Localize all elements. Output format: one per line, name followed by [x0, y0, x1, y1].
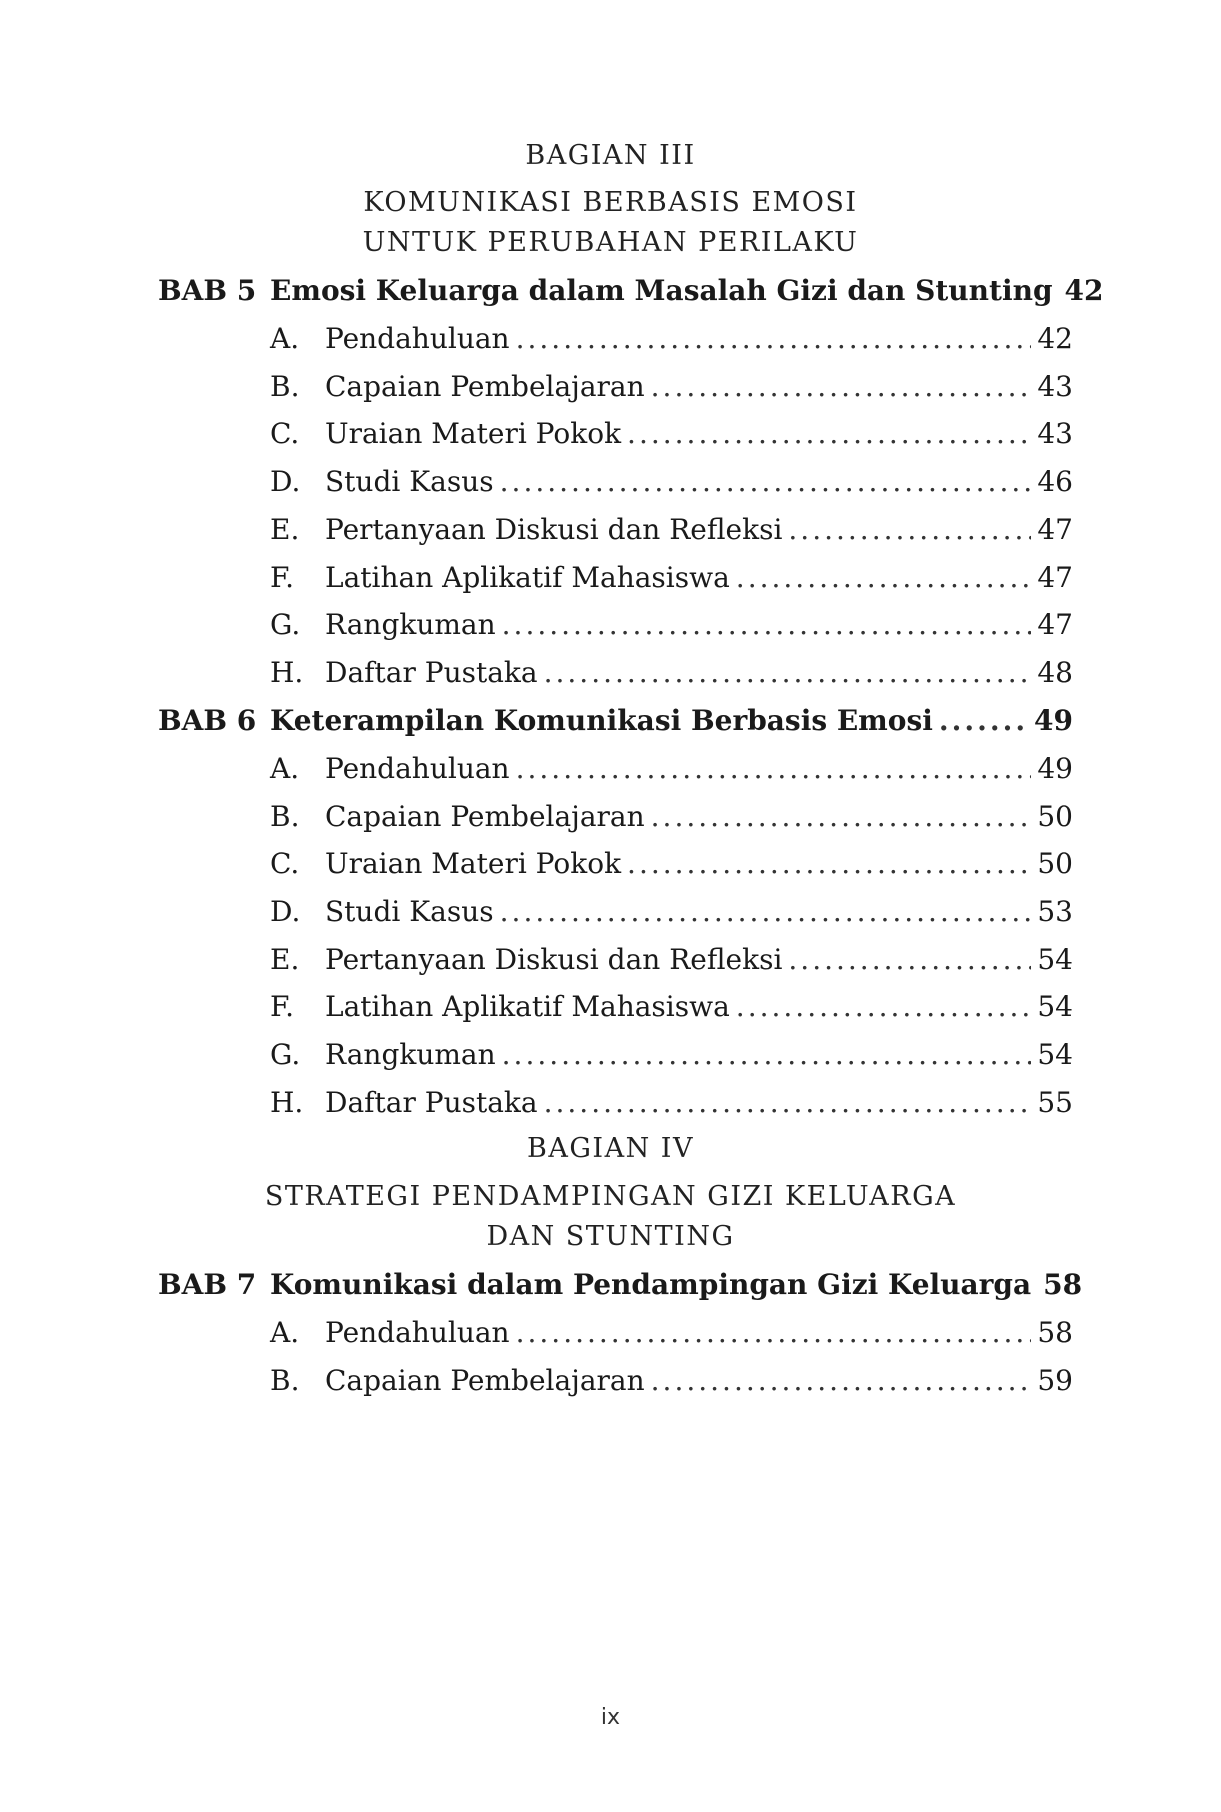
page-number: 49	[1034, 704, 1073, 737]
toc-section[interactable]	[0, 797, 1221, 837]
dot-leader	[627, 844, 1031, 884]
page-number: 58	[1043, 1268, 1083, 1301]
section-title: Latihan Aplikatif Mahasiswa	[325, 990, 730, 1023]
page-number: 47	[1037, 561, 1073, 594]
chapter-entry	[270, 701, 1073, 741]
dot-leader	[502, 605, 1032, 645]
dot-leader	[544, 1083, 1032, 1123]
toc-section[interactable]	[0, 510, 1221, 550]
toc-section[interactable]	[0, 1035, 1221, 1075]
part-4-label: BAGIAN IV	[527, 1133, 694, 1164]
section-letter: E.	[270, 513, 300, 546]
chapter-entry	[270, 1265, 1083, 1305]
section-title: Pendahuluan	[325, 1316, 510, 1349]
section-entry	[325, 892, 1073, 932]
page-number: 58	[1037, 1316, 1073, 1349]
toc-section[interactable]	[0, 558, 1221, 598]
section-letter: B.	[270, 800, 300, 833]
chapter-number: BAB 7	[158, 1268, 257, 1301]
page-number: 48	[1037, 656, 1073, 689]
toc-section[interactable]	[0, 1083, 1221, 1123]
page-number: 54	[1037, 990, 1073, 1023]
toc-section[interactable]	[0, 1313, 1221, 1353]
dot-leader	[651, 797, 1032, 837]
page-number: 59	[1037, 1364, 1073, 1397]
dot-leader	[939, 701, 1028, 741]
section-entry	[325, 797, 1073, 837]
dot-leader	[500, 462, 1032, 502]
chapter-number: BAB 6	[158, 704, 257, 737]
page-folio: ix	[600, 1705, 621, 1730]
section-entry	[325, 462, 1073, 502]
page-number: 55	[1037, 1086, 1073, 1119]
toc-section[interactable]	[0, 367, 1221, 407]
page-number: 42	[1064, 274, 1104, 307]
chapter-number: BAB 5	[158, 274, 257, 307]
section-title: Pendahuluan	[325, 752, 510, 785]
section-letter: H.	[270, 1086, 304, 1119]
page-number: 50	[1037, 800, 1073, 833]
section-entry	[325, 749, 1073, 789]
toc-section[interactable]	[0, 414, 1221, 454]
section-entry	[325, 1083, 1073, 1123]
section-entry	[325, 1035, 1073, 1075]
toc-chapter-5[interactable]	[0, 271, 1221, 311]
dot-leader	[651, 367, 1032, 407]
section-title: Rangkuman	[325, 1038, 496, 1071]
section-letter: E.	[270, 943, 300, 976]
section-entry	[325, 558, 1073, 598]
part-3-title-line-1: KOMUNIKASI BERBASIS EMOSI	[363, 187, 858, 218]
dot-leader	[627, 414, 1031, 454]
page-number: 42	[1037, 322, 1073, 355]
toc-section[interactable]	[0, 653, 1221, 693]
section-letter: C.	[270, 417, 300, 450]
page-number: 54	[1037, 1038, 1073, 1071]
section-entry	[325, 414, 1073, 454]
section-entry	[325, 510, 1073, 550]
section-letter: C.	[270, 847, 300, 880]
toc-section[interactable]	[0, 749, 1221, 789]
page-number: 43	[1037, 370, 1073, 403]
section-entry	[325, 653, 1073, 693]
section-letter: A.	[270, 752, 300, 785]
section-letter: A.	[270, 1316, 300, 1349]
toc-section[interactable]	[0, 844, 1221, 884]
section-letter: H.	[270, 656, 304, 689]
page-number: 43	[1037, 417, 1073, 450]
toc-section[interactable]	[0, 987, 1221, 1027]
section-letter: A.	[270, 322, 300, 355]
section-title: Daftar Pustaka	[325, 656, 538, 689]
dot-leader	[500, 892, 1032, 932]
section-entry	[325, 1361, 1073, 1401]
section-title: Studi Kasus	[325, 895, 494, 928]
part-4-title-line-2: DAN STUNTING	[486, 1221, 735, 1252]
toc-section[interactable]	[0, 892, 1221, 932]
section-title: Daftar Pustaka	[325, 1086, 538, 1119]
toc-section[interactable]	[0, 1361, 1221, 1401]
section-title: Uraian Materi Pokok	[325, 417, 622, 450]
section-title: Capaian Pembelajaran	[325, 370, 645, 403]
toc-section[interactable]	[0, 940, 1221, 980]
section-letter: D.	[270, 465, 301, 498]
section-title: Pertanyaan Diskusi dan Refleksi	[325, 513, 783, 546]
section-title: Capaian Pembelajaran	[325, 1364, 645, 1397]
section-entry	[325, 1313, 1073, 1353]
toc-chapter-6[interactable]	[0, 701, 1221, 741]
section-letter: D.	[270, 895, 301, 928]
dot-leader	[788, 940, 1031, 980]
part-3-label: BAGIAN III	[525, 140, 696, 171]
section-title: Rangkuman	[325, 608, 496, 641]
chapter-title: Keterampilan Komunikasi Berbasis Emosi	[270, 704, 933, 737]
dot-leader	[502, 1035, 1032, 1075]
dot-leader	[516, 319, 1032, 359]
section-letter: G.	[270, 608, 301, 641]
page-number: 49	[1037, 752, 1073, 785]
page-number: 53	[1037, 895, 1073, 928]
toc-section[interactable]	[0, 462, 1221, 502]
section-title: Capaian Pembelajaran	[325, 800, 645, 833]
section-entry	[325, 987, 1073, 1027]
dot-leader	[544, 653, 1032, 693]
section-title: Pertanyaan Diskusi dan Refleksi	[325, 943, 783, 976]
section-letter: B.	[270, 370, 300, 403]
section-letter: F.	[270, 561, 294, 594]
dot-leader	[788, 510, 1031, 550]
dot-leader	[736, 558, 1032, 598]
section-title: Pendahuluan	[325, 322, 510, 355]
part-4-title-line-1: STRATEGI PENDAMPINGAN GIZI KELUARGA	[264, 1181, 957, 1212]
section-letter: G.	[270, 1038, 301, 1071]
section-title: Studi Kasus	[325, 465, 494, 498]
chapter-title: Komunikasi dalam Pendampingan Gizi Keluarga	[270, 1268, 1032, 1301]
dot-leader	[516, 749, 1032, 789]
dot-leader	[651, 1361, 1032, 1401]
dot-leader	[736, 987, 1032, 1027]
part-3-title-line-2: UNTUK PERUBAHAN PERILAKU	[362, 227, 859, 258]
section-letter: F.	[270, 990, 294, 1023]
page-number: 50	[1037, 847, 1073, 880]
section-entry	[325, 844, 1073, 884]
page-number: 46	[1037, 465, 1073, 498]
section-title: Latihan Aplikatif Mahasiswa	[325, 561, 730, 594]
section-title: Uraian Materi Pokok	[325, 847, 622, 880]
chapter-title: Emosi Keluarga dalam Masalah Gizi dan Stunting	[270, 274, 1053, 307]
page-number: 54	[1037, 943, 1073, 976]
page-number: 47	[1037, 608, 1073, 641]
page-number: 47	[1037, 513, 1073, 546]
section-entry	[325, 940, 1073, 980]
toc-section[interactable]	[0, 319, 1221, 359]
toc-chapter-7[interactable]	[0, 1265, 1221, 1305]
section-entry	[325, 319, 1073, 359]
chapter-entry	[270, 271, 1104, 311]
dot-leader	[516, 1313, 1032, 1353]
section-entry	[325, 367, 1073, 407]
section-letter: B.	[270, 1364, 300, 1397]
toc-section[interactable]	[0, 605, 1221, 645]
section-entry	[325, 605, 1073, 645]
